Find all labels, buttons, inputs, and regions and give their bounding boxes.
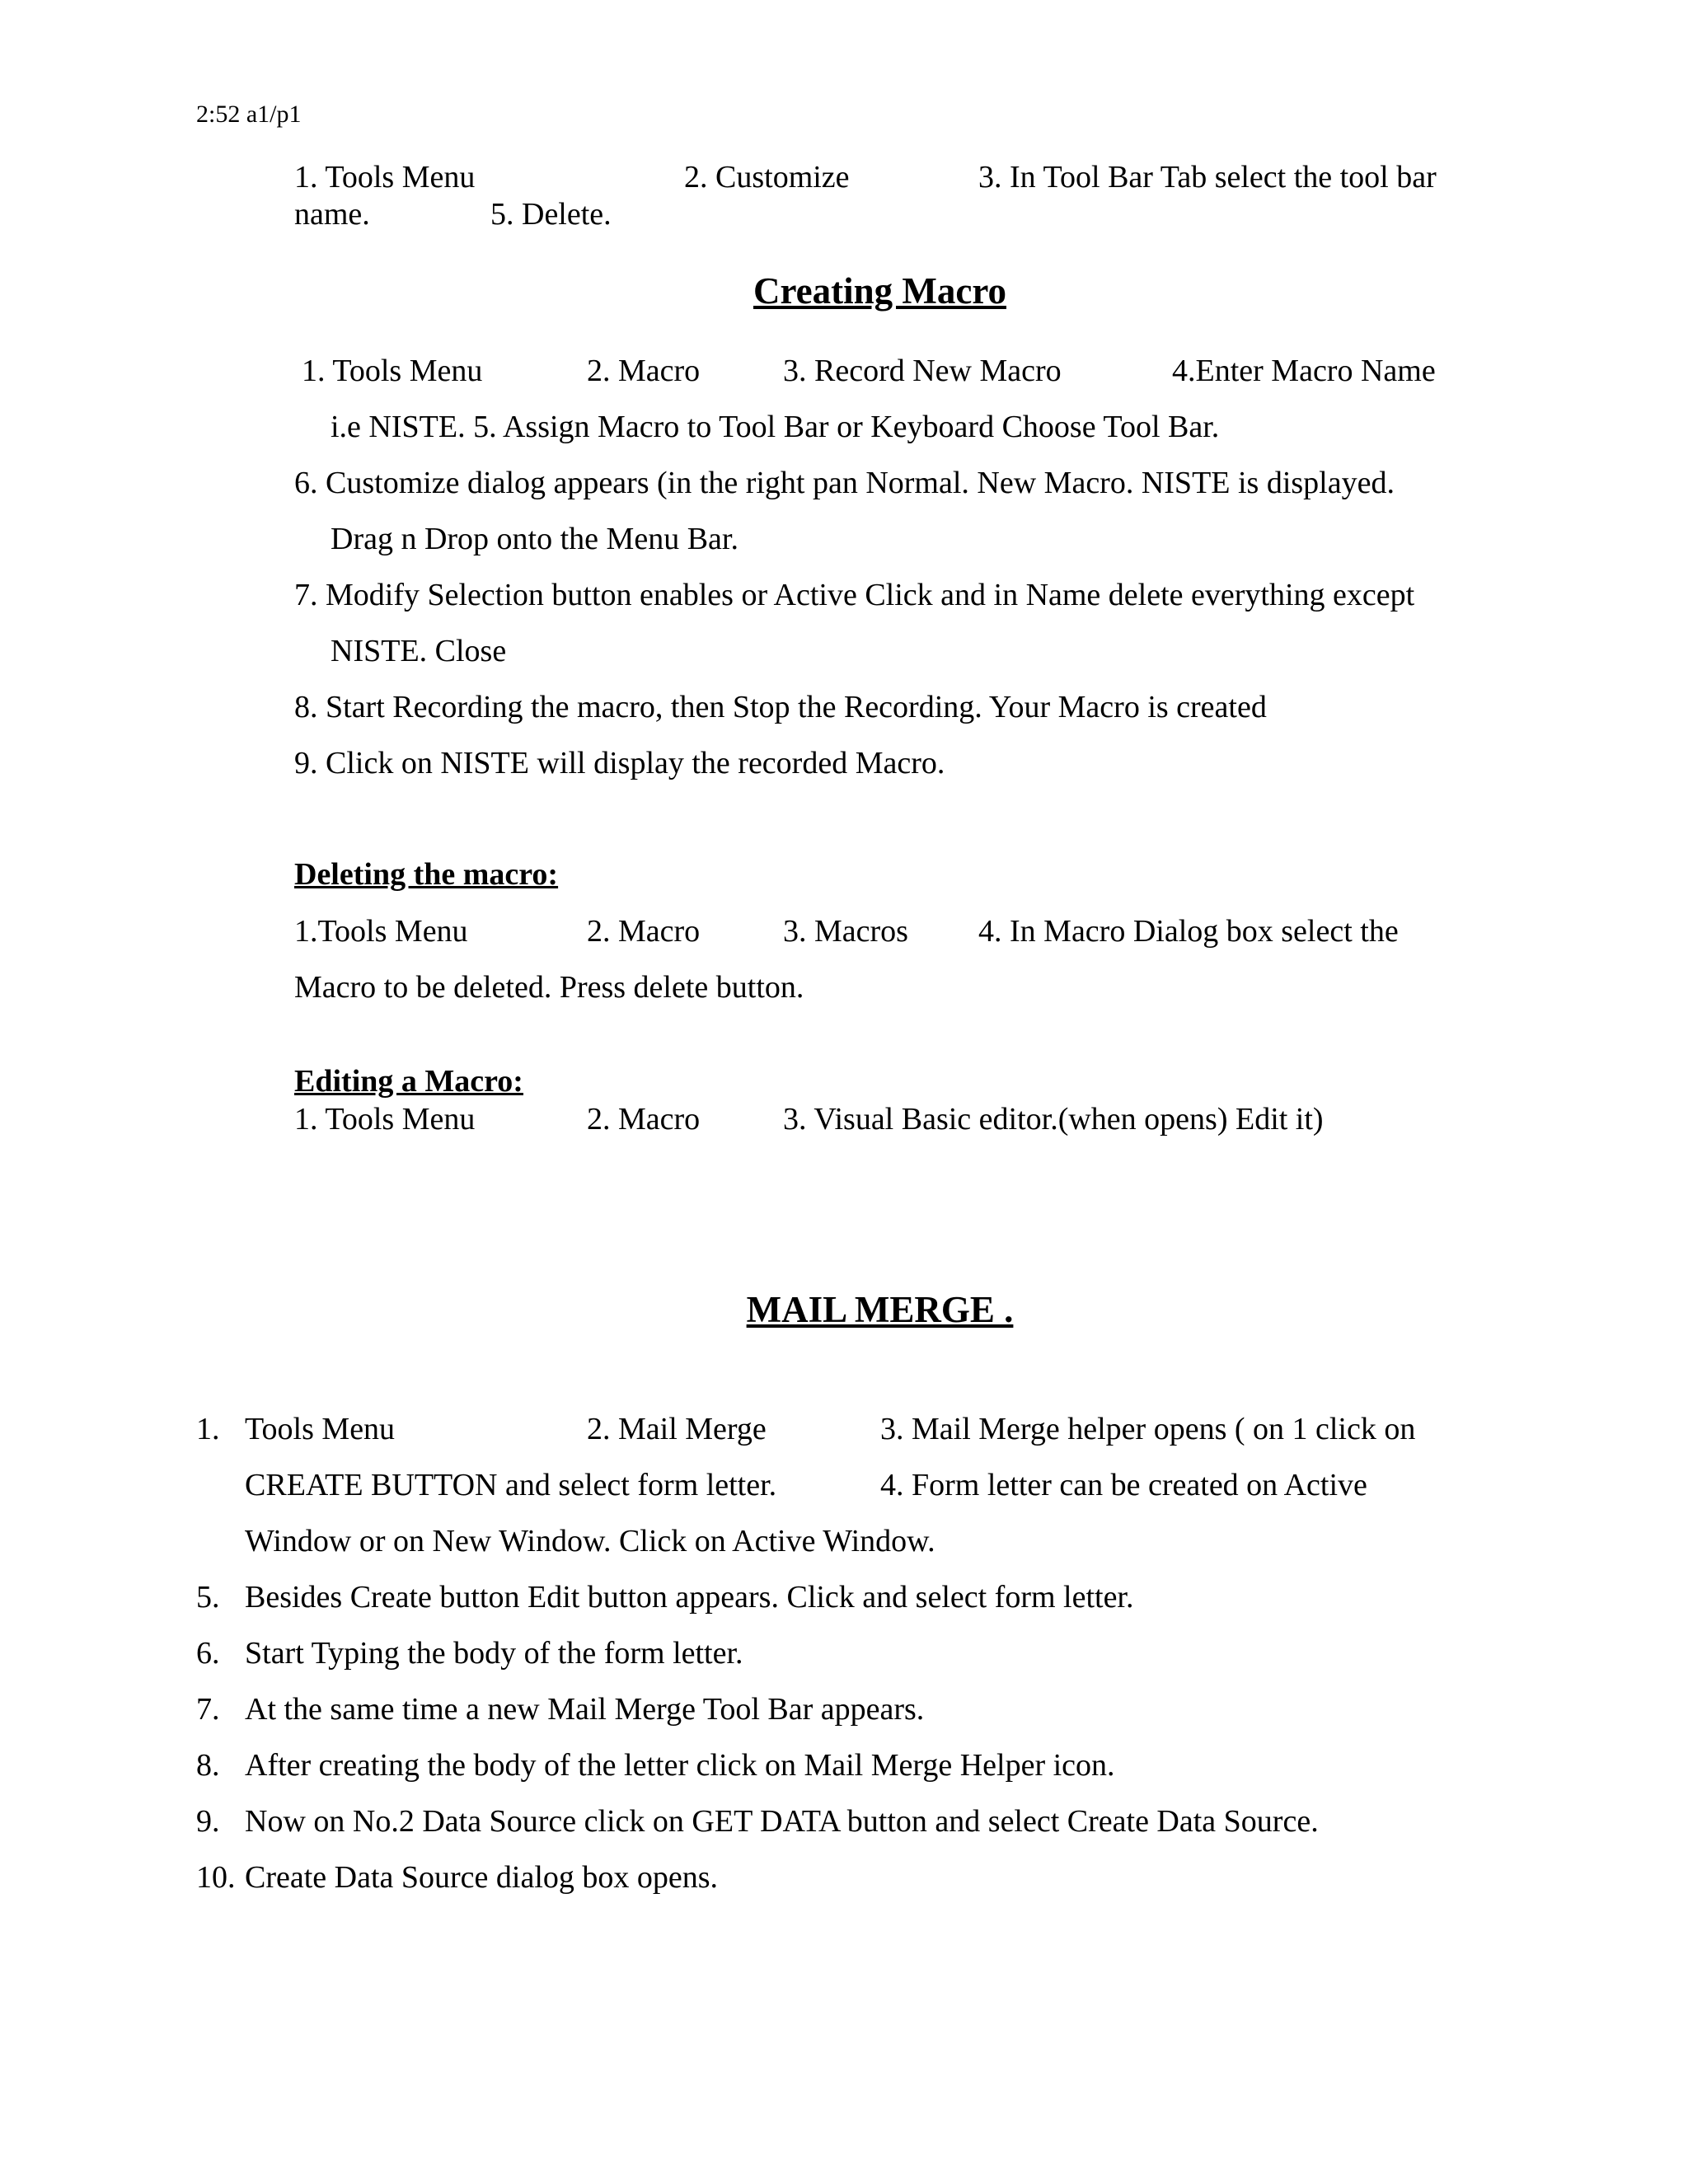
- create-step-6-cont: Drag n Drop onto the Menu Bar.: [331, 522, 738, 556]
- mail-item-1-step-3-cont: CREATE BUTTON and select form letter.: [245, 1468, 777, 1502]
- mail-item-7-number: 7.: [196, 1692, 220, 1727]
- mail-merge-title: MAIL MERGE .: [746, 1289, 1014, 1330]
- mail-item-9-number: 9.: [196, 1804, 220, 1839]
- mail-item-1-step-3: 3. Mail Merge helper opens ( on 1 click on: [880, 1412, 1416, 1446]
- mail-item-1-step-1: Tools Menu: [245, 1412, 396, 1446]
- toolbar-step-3: 3. In Tool Bar Tab select the tool bar: [978, 160, 1437, 194]
- mail-item-1-step-2: 2. Mail Merge: [587, 1412, 767, 1446]
- create-step-9: 9. Click on NISTE will display the recorded Macro.: [294, 746, 945, 780]
- create-step-7-cont: NISTE. Close: [331, 634, 507, 668]
- page-header-stamp: 2:52 a1/p1: [196, 101, 302, 128]
- edit-step-3: 3. Visual Basic editor.(when opens) Edit it): [783, 1102, 1324, 1137]
- mail-item-7-text: At the same time a new Mail Merge Tool Bar appears.: [245, 1692, 925, 1727]
- delete-step-4: 4. In Macro Dialog box select the: [978, 914, 1399, 949]
- editing-macro-title: Editing a Macro:: [294, 1064, 523, 1099]
- create-step-4-cont: i.e NISTE. 5. Assign Macro to Tool Bar or Keyboard Choose Tool Bar.: [331, 410, 1220, 444]
- create-step-3: 3. Record New Macro: [783, 354, 1062, 388]
- create-step-2: 2. Macro: [587, 354, 701, 388]
- mail-item-1-step-4: 4. Form letter can be created on Active: [880, 1468, 1367, 1502]
- mail-item-5-number: 5.: [196, 1580, 220, 1615]
- create-step-7: 7. Modify Selection button enables or Active Click and in Name delete everything except: [294, 578, 1415, 612]
- mail-item-8-number: 8.: [196, 1748, 220, 1783]
- mail-item-6-text: Start Typing the body of the form letter.: [245, 1636, 743, 1671]
- mail-item-9-text: Now on No.2 Data Source click on GET DATA button and select Create Data Source.: [245, 1804, 1319, 1839]
- mail-item-5-text: Besides Create button Edit button appears. Click and select form letter.: [245, 1580, 1134, 1615]
- delete-step-1: 1.Tools Menu: [294, 914, 468, 949]
- toolbar-step-5: 5. Delete.: [490, 197, 612, 232]
- create-step-6: 6. Customize dialog appears (in the right pan Normal. New Macro. NISTE is displayed.: [294, 466, 1395, 500]
- edit-step-1: 1. Tools Menu: [294, 1102, 476, 1137]
- creating-macro-title: Creating Macro: [753, 270, 1006, 312]
- deleting-macro-title: Deleting the macro:: [294, 857, 559, 892]
- mail-item-1-number: 1.: [196, 1412, 220, 1446]
- mail-item-1-step-4-cont: Window or on New Window. Click on Active Window.: [245, 1524, 935, 1558]
- mail-item-10-number: 10.: [196, 1860, 236, 1895]
- delete-step-3: 3. Macros: [783, 914, 908, 949]
- create-step-8: 8. Start Recording the macro, then Stop the Recording. Your Macro is created: [294, 690, 1267, 724]
- create-step-1: 1. Tools Menu: [302, 354, 483, 388]
- mail-item-6-number: 6.: [196, 1636, 220, 1671]
- mail-item-10-text: Create Data Source dialog box opens.: [245, 1860, 719, 1895]
- create-step-4: 4.Enter Macro Name: [1172, 354, 1436, 388]
- edit-step-2: 2. Macro: [587, 1102, 701, 1137]
- toolbar-step-2: 2. Customize: [684, 160, 850, 194]
- delete-step-4-cont: Macro to be deleted. Press delete button.: [294, 970, 804, 1005]
- delete-step-2: 2. Macro: [587, 914, 701, 949]
- toolbar-step-3-cont: name.: [294, 197, 370, 232]
- mail-item-8-text: After creating the body of the letter click on Mail Merge Helper icon.: [245, 1748, 1115, 1783]
- toolbar-step-1: 1. Tools Menu: [294, 160, 476, 194]
